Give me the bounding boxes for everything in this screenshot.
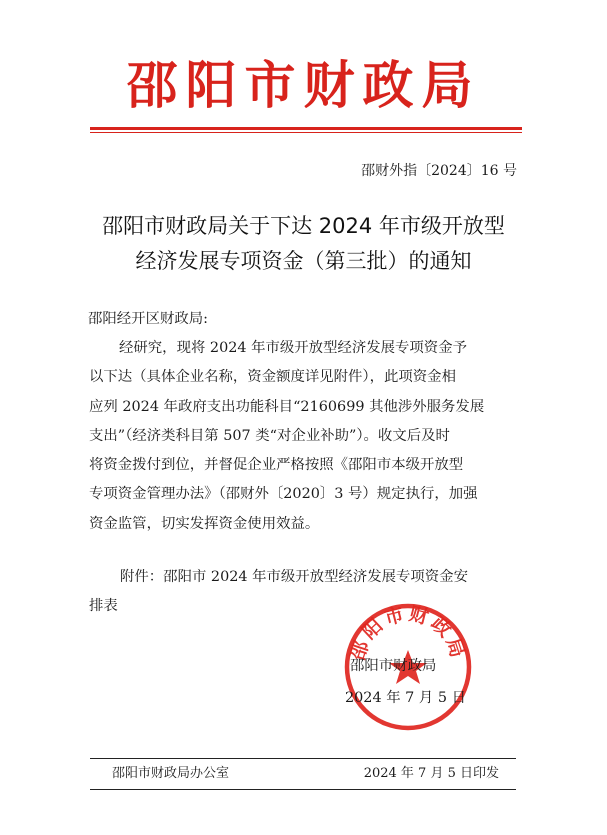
attachment-note-line-2: 排表 <box>89 598 118 614</box>
document-number: 邵财外指〔2024〕16 号 <box>361 163 517 179</box>
agency-header-title: 邵阳市财政局 <box>126 57 481 116</box>
signature-unit: 邵阳市财政局 <box>350 658 437 674</box>
document-title-line-2: 经济发展专项资金（第三批）的通知 <box>135 249 472 273</box>
footer-rule-top <box>90 758 516 759</box>
body-line: 将资金拨付到位，并督促企业严格按照《邵阳市本级开放型 <box>89 457 464 474</box>
body-line: 资金监管，切实发挥资金使用效益。 <box>89 515 320 532</box>
body-line: 支出”（经济类科目第 507 类“对企业补助”）。收文后及时 <box>89 427 450 444</box>
signature-date: 2024 年 7 月 5 日 <box>345 690 466 706</box>
body-paragraph <box>89 334 484 539</box>
addressee: 邵阳经开区财政局: <box>88 311 208 327</box>
seal-text: 邵阳市财政局 <box>346 602 470 664</box>
body-line: 经研究，现将 2024 年市级开放型经济发展专项资金予 <box>119 340 467 356</box>
attachment-note-line-1: 附件：邵阳市 2024 年市级开放型经济发展专项资金安 <box>120 569 468 585</box>
body-line: 以下达（具体企业名称，资金额度详见附件），此项资金相 <box>89 369 456 386</box>
header-red-rule-thin <box>90 132 522 133</box>
footer-print-date: 2024 年 7 月 5 日印发 <box>363 766 499 781</box>
footer-rule-bottom <box>90 789 516 790</box>
header-red-rule-thick <box>90 127 522 130</box>
footer-issuing-office: 邵阳市财政局办公室 <box>112 766 230 781</box>
body-line: 应列 2024 年政府支出功能科目“2160699 其他涉外服务发展 <box>89 398 485 415</box>
document-title-line-1: 邵阳市财政局关于下达 2024 年市级开放型 <box>102 214 505 238</box>
body-line: 专项资金管理办法》（邵财外〔2020〕3 号）规定执行，加强 <box>89 486 478 503</box>
